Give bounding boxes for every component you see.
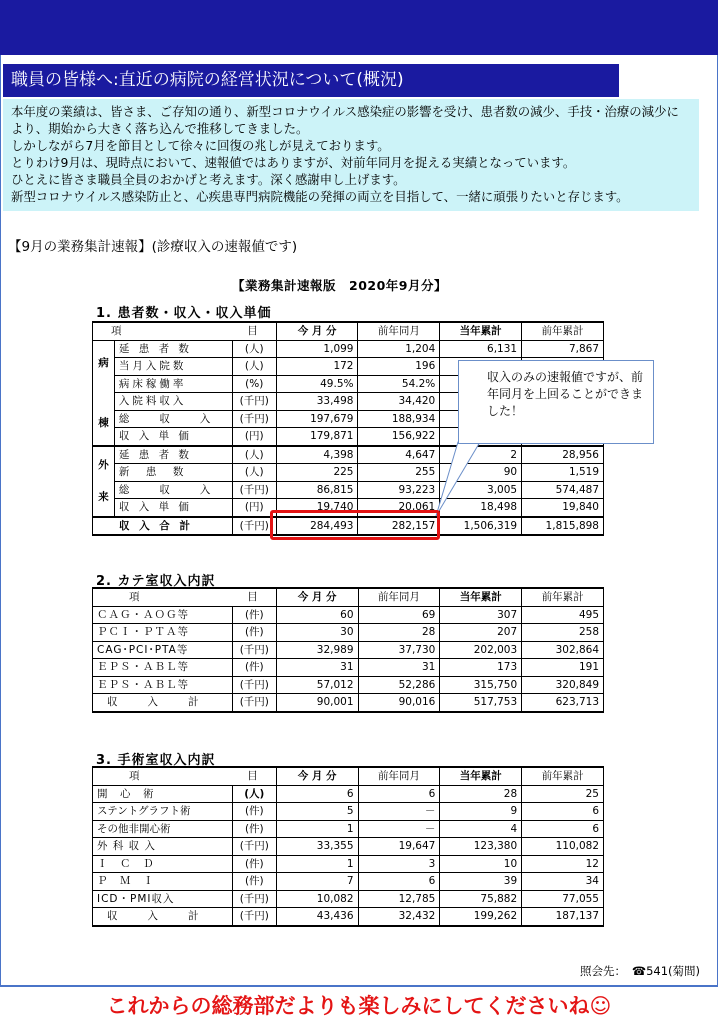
cell: 32,432 (358, 908, 440, 926)
cell: 32,989 (276, 641, 358, 659)
cell: 12 (522, 855, 604, 873)
header-this-month: 今 月 分 (276, 322, 358, 340)
cell: 315,750 (440, 676, 522, 694)
header-prev-cum: 前年累計 (522, 767, 604, 785)
row-unit: (%) (232, 375, 276, 393)
group-inpatient (93, 340, 115, 446)
cell: 1 (276, 820, 358, 838)
header-this-cum: 当年累計 (440, 767, 522, 785)
cell: 123,380 (440, 838, 522, 856)
callout-tail (436, 442, 480, 516)
row-label: 入院料収入 (114, 393, 232, 411)
cell: 302,864 (522, 641, 604, 659)
cell: 75,882 (440, 890, 522, 908)
row-label: その他非開心術 (93, 820, 233, 838)
cell: 6 (276, 785, 358, 803)
header-prev-month: 前年同月 (358, 322, 440, 340)
header-item-end: 目 (247, 325, 258, 338)
cell: 31 (276, 659, 358, 677)
cell: 196 (358, 358, 440, 376)
cell: － (358, 820, 440, 838)
cell: 4,398 (276, 446, 358, 464)
header-item: 項 (111, 325, 122, 338)
table-row (93, 606, 604, 624)
cell: 191 (522, 659, 604, 677)
total-this-cum: 1,506,319 (440, 517, 522, 536)
cell: 10 (440, 855, 522, 873)
message-line: しかしながら7月を節目として徐々に回復の兆しが見えております。 (11, 138, 390, 153)
cell: 54.2% (358, 375, 440, 393)
cell: 5 (276, 803, 358, 821)
cell: 6 (358, 873, 440, 891)
row-unit: (千円) (232, 393, 276, 411)
row-unit: (千円) (232, 694, 276, 712)
table-row (93, 855, 604, 873)
cell: 173 (440, 659, 522, 677)
row-label: ＣＡＧ・ＡＯＧ等 (93, 606, 233, 624)
table-header-row (93, 588, 604, 606)
header-prev-month: 前年同月 (358, 767, 440, 785)
cell: 1,204 (358, 340, 440, 358)
cell: 1,519 (522, 464, 604, 482)
cell: 90,001 (276, 694, 358, 712)
row-label: 総 収 入 (114, 410, 232, 428)
cell: 30 (276, 624, 358, 642)
cell: 9 (440, 803, 522, 821)
table-row (93, 659, 604, 677)
row-unit: (千円) (232, 838, 276, 856)
cell: 86,815 (276, 481, 358, 499)
row-unit: (件) (232, 606, 276, 624)
header-this-cum: 当年累計 (440, 588, 522, 606)
total-label: 収 入 合 計 (93, 517, 233, 536)
row-unit: (千円) (232, 517, 276, 536)
message-line: 新型コロナウイルス感染防止と、心疾患専門病院機能の発揮の両立を目指して、一緒に頑張りたいと存じます。 (11, 189, 629, 204)
cell: 28 (358, 624, 440, 642)
row-label: ステントグラフト術 (93, 803, 233, 821)
header-prev-month: 前年同月 (358, 588, 440, 606)
table-row (93, 464, 604, 482)
table-row (93, 803, 604, 821)
cell: 320,849 (522, 676, 604, 694)
header-item: 項 (129, 591, 140, 604)
report-title: 【業務集計速報版 2020年9月分】 (232, 278, 447, 293)
cell: 52,286 (358, 676, 440, 694)
row-label: 新 患 数 (114, 464, 232, 482)
cell: 197,679 (276, 410, 358, 428)
message-line: 本年度の業績は、皆さま、ご存知の通り、新型コロナウイルス感染症の影響を受け、患者数の減少、手技・治療の減少により、期始から大きく落ち込んで推移してきました。 (11, 104, 679, 136)
cell: 19,647 (358, 838, 440, 856)
cell: 307 (440, 606, 522, 624)
cell: 10,082 (276, 890, 358, 908)
total-this-month: 284,493 (276, 517, 358, 536)
cell: 31 (358, 659, 440, 677)
row-label: ICD・PMI収入 (93, 890, 233, 908)
row-label: 当月入院数 (114, 358, 232, 376)
row-unit: (人) (232, 446, 276, 464)
cell: 1,099 (276, 340, 358, 358)
row-label: 収 入 単 価 (114, 499, 232, 517)
row-unit: (件) (232, 820, 276, 838)
row-unit: (千円) (232, 908, 276, 926)
message-line: ひとえに皆さま職員全員のおかげと考えます。深く感謝申し上げます。 (11, 172, 406, 187)
row-unit: (千円) (232, 641, 276, 659)
cell: 28,956 (522, 446, 604, 464)
cell: 495 (522, 606, 604, 624)
row-unit: (千円) (232, 410, 276, 428)
cell: 4 (440, 820, 522, 838)
row-label: 延 患 者 数 (114, 446, 232, 464)
table-row (93, 820, 604, 838)
row-unit: (人) (232, 358, 276, 376)
header-item-end: 目 (247, 591, 258, 604)
cell: 18,498 (440, 499, 522, 517)
header-this-month: 今 月 分 (276, 767, 358, 785)
table3-heading: 3. 手術室収入内訳 (96, 753, 216, 768)
row-unit: (件) (232, 624, 276, 642)
cell: 188,934 (358, 410, 440, 428)
row-label: 病床稼働率 (114, 375, 232, 393)
cell: 6,131 (440, 340, 522, 358)
table-surgery-income (92, 766, 604, 927)
row-label: ＰＣＩ・ＰＴＡ等 (93, 624, 233, 642)
cell: 255 (358, 464, 440, 482)
row-unit: (千円) (232, 481, 276, 499)
header-prev-cum: 前年累計 (522, 588, 604, 606)
cell: 202,003 (440, 641, 522, 659)
cell: 43,436 (276, 908, 358, 926)
row-label: ＥＰＳ・ＡＢＬ等 (93, 659, 233, 677)
cell: 39 (440, 873, 522, 891)
row-label: CAG･PCI･PTA等 (93, 641, 233, 659)
row-label: ＥＰＳ・ＡＢＬ等 (93, 676, 233, 694)
table-row (93, 446, 604, 464)
cell: 20,061 (358, 499, 440, 517)
cell: 3,005 (440, 481, 522, 499)
row-label: 収 入 単 価 (114, 428, 232, 446)
table-row (93, 676, 604, 694)
group-char: 外 (98, 459, 109, 471)
cell: 225 (276, 464, 358, 482)
callout-bubble: 収入のみの速報値ですが、前年同月を上回ることができました！ (458, 360, 654, 444)
cell: 77,055 (522, 890, 604, 908)
cell: 33,355 (276, 838, 358, 856)
cell: 6 (522, 820, 604, 838)
table-header-row (93, 767, 604, 785)
table-cath-income (92, 587, 604, 713)
table-row (93, 624, 604, 642)
row-unit: (千円) (232, 676, 276, 694)
cell: 199,262 (440, 908, 522, 926)
header-prev-cum: 前年累計 (522, 322, 604, 340)
group-char: 病 (98, 356, 109, 369)
cell: 34,420 (358, 393, 440, 411)
group-char: 来 (98, 491, 109, 503)
table2-heading: 2. カテ室収入内訳 (96, 574, 216, 589)
cell: 90 (440, 464, 522, 482)
row-label: 外 科 収 入 (93, 838, 233, 856)
row-unit: (件) (232, 855, 276, 873)
page-title: 職員の皆様へ:直近の病院の経営状況について(概況) (3, 64, 619, 97)
cell: 623,713 (522, 694, 604, 712)
row-unit: (千円) (232, 890, 276, 908)
cell: 19,740 (276, 499, 358, 517)
row-unit: (件) (232, 659, 276, 677)
table-row (93, 340, 604, 358)
row-label: 開 心 術 (93, 785, 233, 803)
table-header-row (93, 322, 604, 340)
footer-divider (0, 985, 718, 987)
cell: 34 (522, 873, 604, 891)
cell: 187,137 (522, 908, 604, 926)
cell: － (358, 803, 440, 821)
table-row (93, 641, 604, 659)
table-row (93, 838, 604, 856)
table-row (93, 873, 604, 891)
group-char: 棟 (98, 416, 109, 429)
row-label: 収 入 計 (93, 908, 233, 926)
table-row (93, 481, 604, 499)
top-banner (0, 0, 718, 55)
row-label: Ｉ Ｃ Ｄ (93, 855, 233, 873)
cell: 69 (358, 606, 440, 624)
cell: 6 (522, 803, 604, 821)
section-label: 【9月の業務集計速報】(診療収入の速報値です) (8, 239, 298, 255)
footer-message: これからの総務部だよりも楽しみにしてくださいね☺ (106, 994, 612, 1018)
cell: 49.5% (276, 375, 358, 393)
row-unit: (件) (232, 873, 276, 891)
row-label: 総 収 入 (114, 481, 232, 499)
row-unit: (円) (232, 499, 276, 517)
cell: 6 (358, 785, 440, 803)
cell: 1 (276, 855, 358, 873)
cell: 179,871 (276, 428, 358, 446)
total-prev-month: 282,157 (358, 517, 440, 536)
row-label: 延 患 者 数 (114, 340, 232, 358)
row-unit: (人) (232, 464, 276, 482)
cell: 517,753 (440, 694, 522, 712)
highlight-box (270, 510, 440, 540)
cell: 207 (440, 624, 522, 642)
row-unit: (人) (232, 340, 276, 358)
header-item: 項 (129, 770, 140, 783)
cell: 574,487 (522, 481, 604, 499)
header-this-month: 今 月 分 (276, 588, 358, 606)
table-row (93, 890, 604, 908)
cell: 2 (440, 446, 522, 464)
cell: 19,840 (522, 499, 604, 517)
row-unit: (円) (232, 428, 276, 446)
header-item-end: 目 (247, 770, 258, 783)
message-box (3, 99, 699, 211)
cell: 28 (440, 785, 522, 803)
cell: 37,730 (358, 641, 440, 659)
cell: 156,922 (358, 428, 440, 446)
row-unit: (人) (232, 785, 276, 803)
contact-info: 照会先： ☎541(菊間) (580, 964, 700, 978)
cell: 4,647 (358, 446, 440, 464)
callout-pointer (430, 440, 490, 520)
cell: 90,016 (358, 694, 440, 712)
table-total-row (93, 908, 604, 926)
cell: 172 (276, 358, 358, 376)
cell: 12,785 (358, 890, 440, 908)
group-outpatient (93, 446, 115, 517)
row-label: Ｐ Ｍ Ｉ (93, 873, 233, 891)
cell: 258 (522, 624, 604, 642)
table1-heading: 1. 患者数・収入・収入単価 (96, 306, 272, 321)
cell: 33,498 (276, 393, 358, 411)
row-label: 収 入 計 (93, 694, 233, 712)
cell: 110,082 (522, 838, 604, 856)
table-row (93, 785, 604, 803)
header-this-cum: 当年累計 (440, 322, 522, 340)
cell: 60 (276, 606, 358, 624)
cell: 93,223 (358, 481, 440, 499)
cell: 3 (358, 855, 440, 873)
table-total-row (93, 694, 604, 712)
row-unit: (件) (232, 803, 276, 821)
message-line: とりわけ9月は、現時点において、速報値ではありますが、対前年同月を捉える実績となっています。 (11, 155, 576, 170)
cell: 7,867 (522, 340, 604, 358)
cell: 25 (522, 785, 604, 803)
total-prev-cum: 1,815,898 (522, 517, 604, 536)
cell: 7 (276, 873, 358, 891)
cell: 57,012 (276, 676, 358, 694)
